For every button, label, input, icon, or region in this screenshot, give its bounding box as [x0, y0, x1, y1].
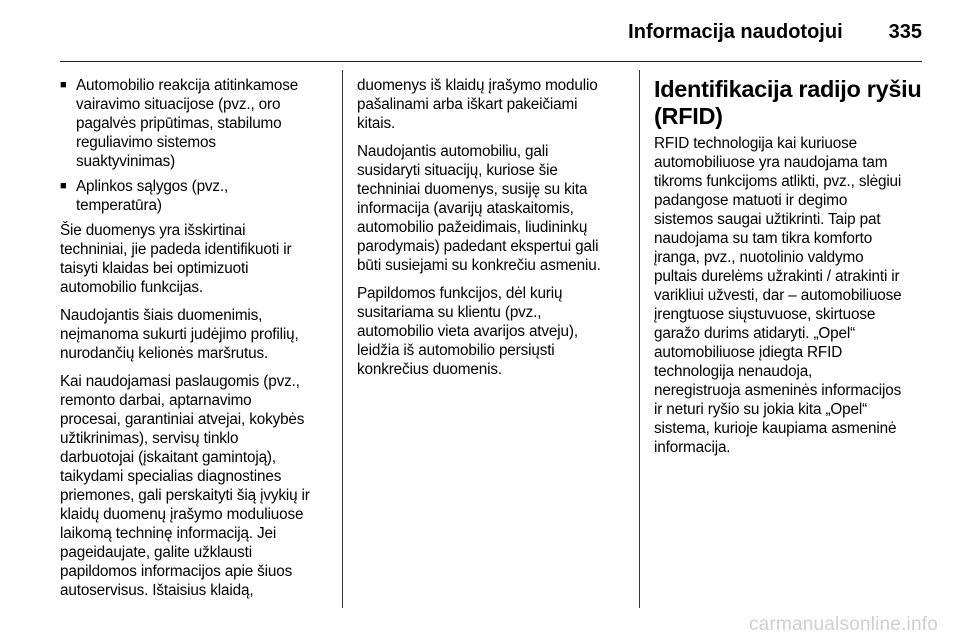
watermark: carmanualsonline.info	[748, 614, 938, 635]
section-heading: Identifikacija radijo ryšiu (RFID)	[654, 76, 922, 129]
body-paragraph: Naudojantis automobiliu, gali susidaryti situacijų, kuriose šie techniniai duomenys, susiję su kita informacija (avarijų ataskaitomis, automobilio pažeidimais, liudininkų parodymais) padedant ekspertui gali būti susiejami su konkrečiu asmeniu.	[357, 143, 601, 274]
body-paragraph: Šie duomenys yra išskirtinai techniniai, jie padeda identifikuoti ir taisyti klaidas bei optimizuoti automobilio funkcijas.	[60, 222, 292, 296]
column-divider	[639, 70, 640, 608]
bullet-text: Aplinkos sąlygos (pvz., temperatūra)	[76, 178, 229, 214]
bullet-item	[60, 76, 332, 171]
body-paragraph: Papildomos funkcijos, dėl kurių susitariama su klientu (pvz., automobilio vieta avarijos atveju), leidžia iš automobilio persiųsti konkrečius duomenis.	[357, 285, 578, 378]
page-header	[60, 14, 922, 50]
square-bullet-icon: ■	[60, 79, 67, 91]
header-divider	[60, 61, 922, 62]
body-paragraph: duomenys iš klaidų įrašymo modulio pašalinami arba iškart pakeičiami kitais.	[357, 77, 598, 132]
left-column	[60, 76, 332, 609]
body-paragraph: Naudojantis šiais duomenimis, neįmanoma sukurti judėjimo profilių, nurodančių kelionės maršrutus.	[60, 307, 299, 362]
page-title: Informacija naudotojui	[628, 20, 843, 43]
column-divider	[342, 70, 343, 608]
bullet-item	[60, 177, 332, 215]
middle-column	[357, 76, 627, 388]
square-bullet-icon: ■	[60, 180, 67, 192]
body-paragraph: Kai naudojamasi paslaugomis (pvz., remonto darbai, aptarnavimo procesai, garantiniai atvejai, kokybės užtikrinimas), servisų tinklo darbuotojai (įskaitant gamintoją), taikydami specialias diagnostines priemones, gali perskaityti šią įvykių ir klaidų duomenų įrašymo moduliuose laikomą techninę informaciją. Jei pageidaujate, galite užklausti papildomos informacijos apie šiuos autoservisus. Ištaisius klaidą,	[60, 373, 310, 599]
right-column	[654, 76, 926, 466]
bullet-text: Automobilio reakcija atitinkamose vairavimo situacijose (pvz., oro pagalvės pripūtimas, stabilumo reguliavimo sistemos suaktyvinimas)	[76, 77, 299, 170]
body-paragraph: RFID technologija kai kuriuose automobiliuose yra naudojama tam tikroms funkcijoms atlikti, pvz., slėgiui padangose matuoti ir degimo sistemos saugai užtikrinti. Taip pat naudojama su tam tikra komforto įranga, pvz., nuotolinio valdymo pultais durelėms užrakinti / atrakinti ir varikliui užvesti, dar – automobiliuose įrengtuose siųstuvuose, skirtuose garažo durims atidaryti. „Opel“ automobiliuose įdiegta RFID technologija nenaudoja, neregistruoja asmeninės informacijos ir neturi ryšio su jokia kita „Opel“ sistema, kurioje kaupiama asmeninė informacija.	[654, 135, 902, 456]
page-number: 335	[888, 20, 922, 43]
